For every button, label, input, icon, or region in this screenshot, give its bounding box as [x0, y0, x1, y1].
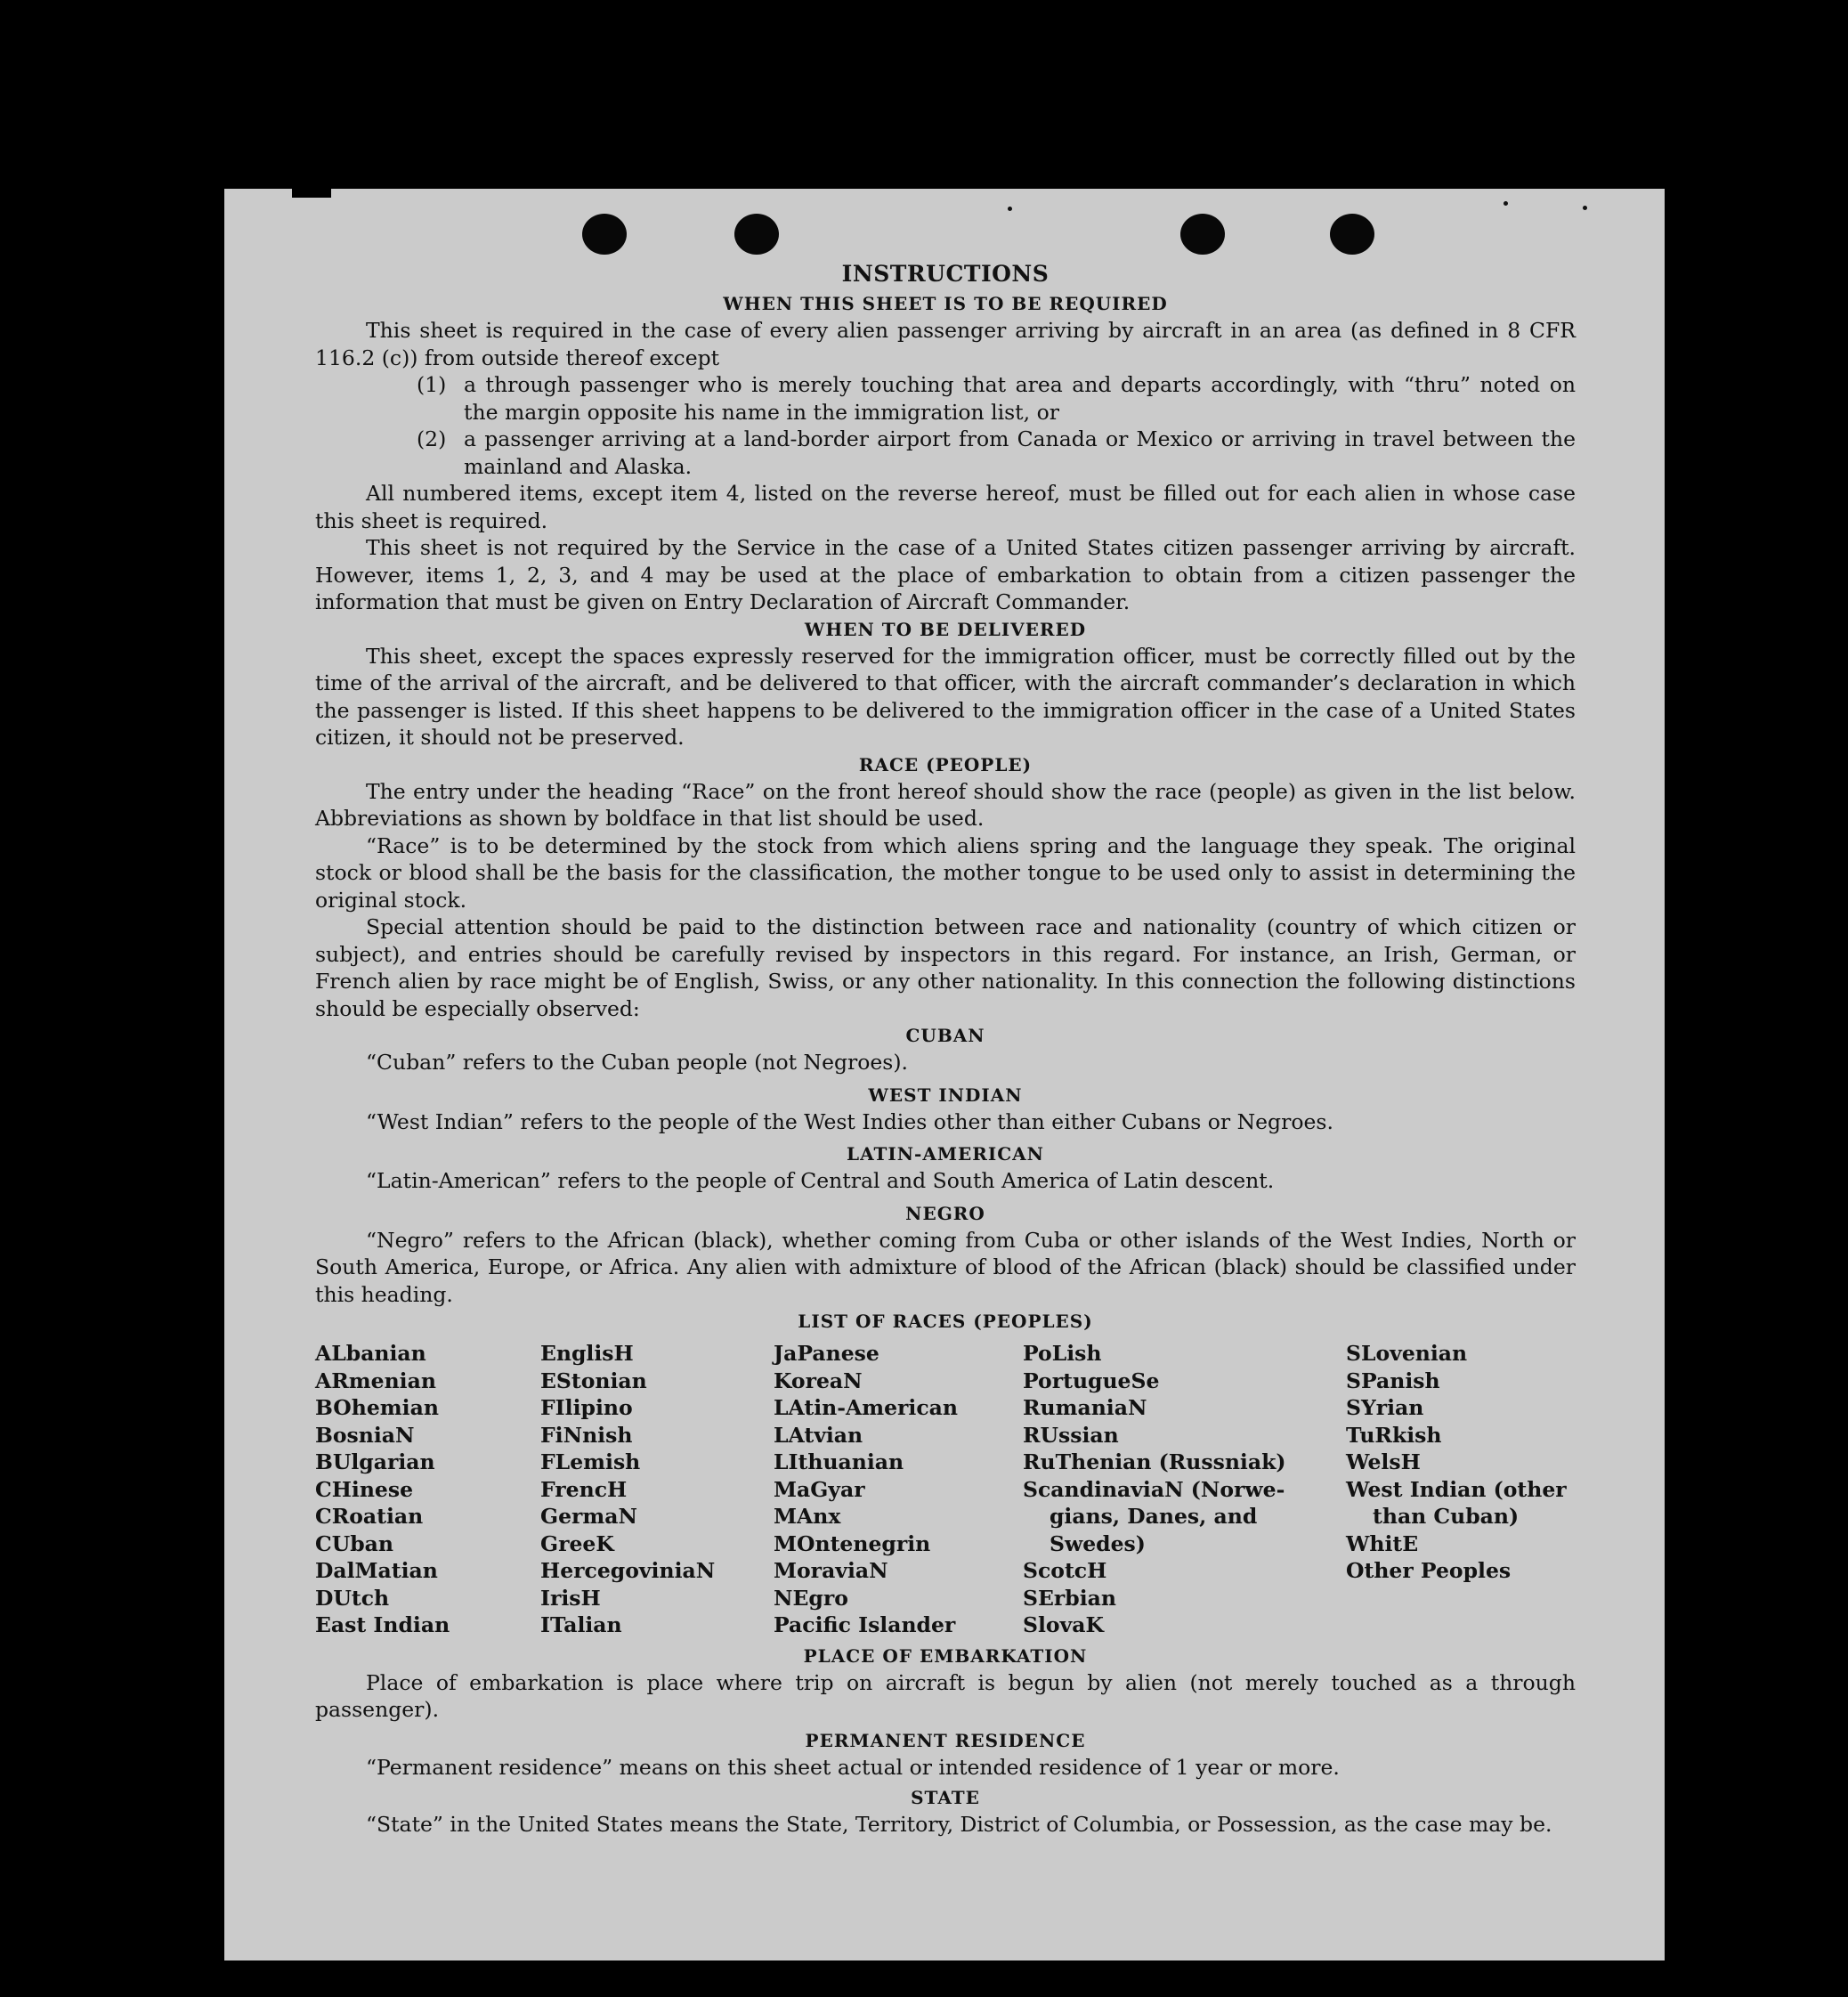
west-indian-paragraph: “West Indian” refers to the people of the West Indies other than either Cubans or Negroes.	[366, 1108, 1333, 1134]
section-heading-residence: PERMANENT RESIDENCE	[805, 1729, 1086, 1751]
races-column	[1023, 1340, 1346, 1639]
item-text: a through passenger who is merely touching that area and departs accordingly, with “thru” noted on the margin opposite his name in the immigration list, or	[464, 372, 1576, 425]
race-entry: Pacific Islander	[774, 1612, 956, 1637]
race-entry: TuRkish	[1346, 1422, 1442, 1448]
race-entry: FLemish	[540, 1449, 641, 1474]
race-entry: West Indian (other	[1346, 1476, 1567, 1502]
race-entry: MaGyar	[774, 1476, 865, 1502]
race-entry: BosniaN	[315, 1422, 415, 1448]
punch-hole-2	[734, 214, 779, 255]
punch-hole-1	[582, 214, 627, 255]
speck	[1583, 206, 1587, 210]
race-entry: EStonian	[540, 1368, 647, 1393]
negro-paragraph: “Negro” refers to the African (black), whether coming from Cuba or other islands of the West Indies, North or South America, Europe, or Africa. Any alien with admixture of blood of the African (black) should be classified under this heading.	[315, 1227, 1576, 1307]
state-paragraph: “State” in the United States means the State, Territory, District of Columbia, or Possession, as the case may be.	[366, 1812, 1552, 1837]
race-paragraph-1: The entry under the heading “Race” on the front hereof should show the race (people) as given in the list below. Abbreviations as shown by boldface in that list should be used.	[315, 778, 1576, 831]
item-number: (2)	[417, 426, 447, 451]
section-heading-negro: NEGRO	[905, 1202, 985, 1224]
section-heading-state: STATE	[911, 1787, 980, 1808]
numbered-items-paragraph: All numbered items, except item 4, listed on the reverse hereof, must be filled out for each alien in whose case this sheet is required.	[315, 481, 1576, 533]
section-heading-race: RACE (PEOPLE)	[858, 753, 1033, 775]
race-entry: SPanish	[1346, 1368, 1440, 1393]
race-entry: BUlgarian	[315, 1449, 435, 1474]
speck	[1504, 201, 1508, 206]
race-entry: KoreaN	[774, 1368, 863, 1393]
races-column	[540, 1340, 774, 1639]
race-entry: DalMatian	[315, 1558, 438, 1583]
race-entry: ITalian	[540, 1612, 622, 1637]
cuban-paragraph: “Cuban” refers to the Cuban people (not Negroes).	[366, 1050, 909, 1075]
race-entry: BOhemian	[315, 1395, 439, 1420]
section-heading-cuban: CUBAN	[905, 1025, 985, 1046]
race-entry: LAtin-American	[774, 1395, 958, 1420]
race-entry: LAtvian	[774, 1422, 863, 1448]
race-paragraph-2: “Race” is to be determined by the stock from which aliens spring and the language they speak. The original stock or blood shall be the basis for the classification, the mother tongue to be used only to assist in determining the original stock.	[315, 832, 1576, 913]
race-entry-continued: Swedes)	[1050, 1530, 1146, 1556]
race-entry: CRoatian	[315, 1504, 424, 1529]
races-column	[315, 1340, 540, 1639]
race-entry: CHinese	[315, 1476, 414, 1502]
section-heading-latin-american: LATIN-AMERICAN	[847, 1143, 1044, 1165]
race-entry: MAnx	[774, 1504, 841, 1529]
page-title: INSTRUCTIONS	[841, 261, 1050, 287]
race-entry: SYrian	[1346, 1395, 1424, 1420]
race-entry: PortugueSe	[1023, 1368, 1160, 1393]
section-heading-required: WHEN THIS SHEET IS TO BE REQUIRED	[723, 293, 1168, 314]
race-entry-continued: than Cuban)	[1373, 1504, 1520, 1529]
race-entry: MOntenegrin	[774, 1530, 931, 1556]
race-entry: FIlipino	[540, 1395, 633, 1420]
races-column	[774, 1340, 1023, 1639]
race-entry: GermaN	[540, 1504, 637, 1529]
races-column	[1346, 1340, 1577, 1639]
race-entry: ScandinaviaN (Norwe-	[1023, 1476, 1285, 1502]
race-entry: ALbanian	[315, 1341, 426, 1366]
exception-item	[417, 426, 1576, 480]
race-entry: EnglisH	[540, 1341, 634, 1366]
race-paragraph-3: Special attention should be paid to the distinction between race and nationality (country of which citizen or subject), and entries should be carefully revised by inspectors in this regard. For instance, an Irish, German, or French alien by race might be of English, Swiss, or any other nationality. In this connection the following distinctions should be especially observed:	[315, 914, 1576, 1021]
embarkation-paragraph: Place of embarkation is place where trip on aircraft is begun by alien (not merely touched as a through passenger).	[315, 1669, 1576, 1722]
race-entry: NEgro	[774, 1585, 848, 1611]
race-entry: East Indian	[315, 1612, 450, 1637]
race-entry-continued: gians, Danes, and	[1050, 1504, 1258, 1529]
race-entry: DUtch	[315, 1585, 390, 1611]
race-entry: ARmenian	[315, 1368, 436, 1393]
race-entry: MoraviaN	[774, 1558, 888, 1583]
punch-hole-3	[1180, 214, 1225, 255]
race-entry: ScotcH	[1023, 1558, 1107, 1583]
required-intro: This sheet is required in the case of every alien passenger arriving by aircraft in an area (as defined in 8 CFR 116.2 (c)) from outside thereof except	[315, 318, 1576, 370]
section-heading-west-indian: WEST INDIAN	[868, 1084, 1023, 1106]
race-entry: IrisH	[540, 1585, 601, 1611]
torn-corner	[292, 189, 331, 198]
race-entry: GreeK	[540, 1530, 614, 1556]
race-entry: RuThenian (Russniak)	[1023, 1449, 1286, 1474]
section-heading-races-list: LIST OF RACES (PEOPLES)	[798, 1311, 1093, 1332]
delivered-paragraph: This sheet, except the spaces expressly reserved for the immigration officer, must be correctly filled out by the time of the arrival of the aircraft, and be delivered to that officer, with the aircraft commander’s declaration in which the passenger is listed. If this sheet happens to be delivered to the immigration officer in the case of a United States citizen, it should not be preserved.	[315, 643, 1576, 750]
races-table	[315, 1340, 1576, 1639]
race-entry: FiNnish	[540, 1422, 633, 1448]
race-entry: FrencH	[540, 1476, 628, 1502]
item-text: a passenger arriving at a land-border airport from Canada or Mexico or arriving in travel between the mainland and Alaska.	[464, 426, 1576, 479]
race-entry: SlovaK	[1023, 1612, 1104, 1637]
race-entry: JaPanese	[774, 1341, 879, 1366]
race-entry: WhitE	[1346, 1530, 1419, 1556]
race-entry: Other Peoples	[1346, 1558, 1512, 1583]
race-entry: CUban	[315, 1530, 393, 1556]
item-number: (1)	[417, 372, 447, 397]
citizen-paragraph: This sheet is not required by the Service in the case of a United States citizen passenger arriving by aircraft. However, items 1, 2, 3, and 4 may be used at the place of embarkation to obtain from a citizen passenger the information that must be given on Entry Declaration of Aircraft Commander.	[315, 535, 1576, 614]
residence-paragraph: “Permanent residence” means on this sheet actual or intended residence of 1 year or more.	[366, 1754, 1340, 1780]
latin-american-paragraph: “Latin-American” refers to the people of Central and South America of Latin descent.	[366, 1168, 1275, 1193]
race-entry: LIthuanian	[774, 1449, 904, 1474]
race-entry: SLovenian	[1346, 1341, 1468, 1366]
race-entry: PoLish	[1023, 1341, 1102, 1366]
race-entry: WelsH	[1346, 1449, 1421, 1474]
section-heading-delivered: WHEN TO BE DELIVERED	[804, 618, 1087, 640]
speck	[1008, 207, 1012, 211]
punch-hole-4	[1330, 214, 1374, 255]
race-entry: RUssian	[1023, 1422, 1119, 1448]
race-entry: HercegoviniaN	[540, 1558, 716, 1583]
section-heading-embarkation: PLACE OF EMBARKATION	[803, 1644, 1088, 1667]
race-entry: SErbian	[1023, 1585, 1116, 1611]
exception-item	[417, 371, 1576, 426]
instruction-sheet	[224, 189, 1665, 1960]
race-entry: RumaniaN	[1023, 1395, 1147, 1420]
